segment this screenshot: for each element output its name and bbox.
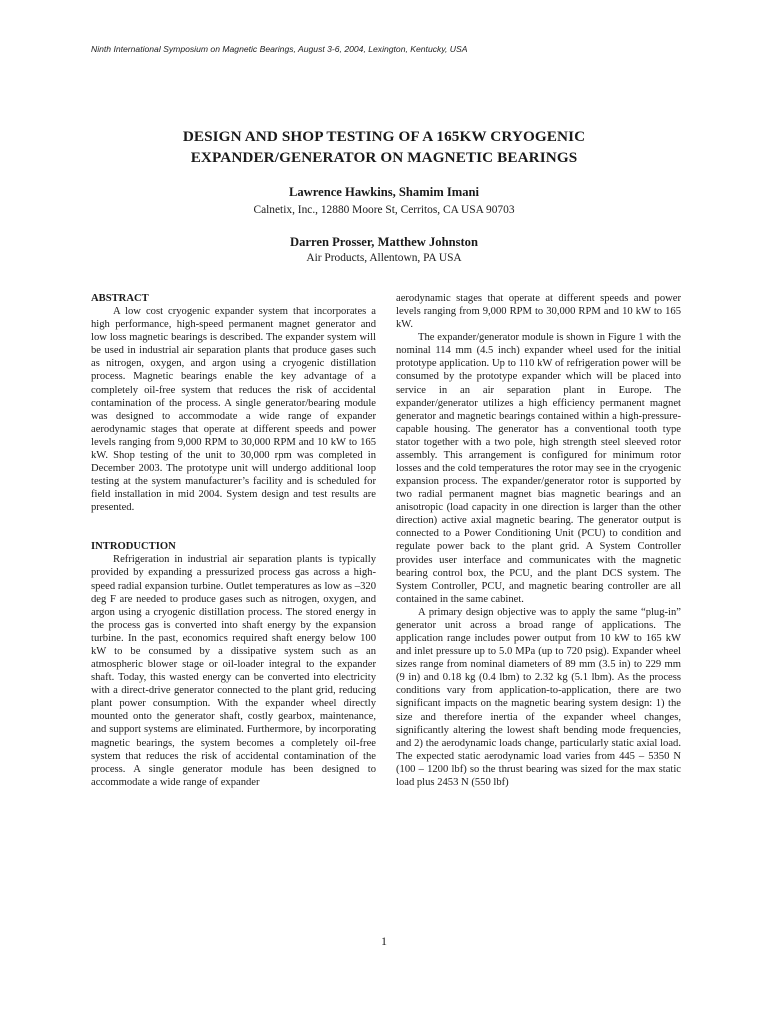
conference-header: Ninth International Symposium on Magnetic Bearings, August 3-6, 2004, Lexington, Kentucky, USA xyxy=(91,44,468,54)
paper-title xyxy=(60,126,708,168)
left-column xyxy=(91,292,376,789)
title-line-1: DESIGN AND SHOP TESTING OF A 165KW CRYOGENIC xyxy=(182,128,586,145)
title-line-2: EXPANDER/GENERATOR ON MAGNETIC BEARINGS xyxy=(190,149,578,166)
abstract-text: A low cost cryogenic expander system that incorporates a high performance, high-speed permanent magnet generator and low loss magnetic bearings is described. The expander system will be used in industrial air separation plants that produce gases such as nitrogen, oxygen, and argon using a cryogenic distillation process. Magnetic bearings enable the key advantage of a completely oil-free system that reduces the risk of accidental contamination of the process. A single generator/bearing module was designed to accommodate a wide range of expander aerodynamic stages that operate at different speeds and power levels ranging from 9,000 RPM to 30,000 RPM and 10 kW to 165 kW. Shop testing of the unit to 30,000 rpm was completed in December 2003. The prototype unit will undergo additional loop testing at the system manufacturer’s facility and is scheduled for field installation in mid 2004. System design and test results are presented. xyxy=(91,306,376,514)
author-affiliation-1: Calnetix, Inc., 12880 Moore St, Cerritos, CA USA 90703 xyxy=(253,204,515,216)
abstract-heading: ABSTRACT xyxy=(91,293,149,304)
design-objective-paragraph: A primary design objective was to apply the same “plug-in” generator unit across a broad range of applications. The application range includes power output from 10 kW to 165 kW and inlet pressure up to 5.0 MPa (up to 720 psig). Expander wheel sizes range from nominal diameters of 89 mm (3.5 in) to 229 mm (9 in) and 0.18 kg (0.4 lbm) to 2.32 kg (5.1 lbm). As the process conditions vary from application-to-application, there are two significant impacts on the magnetic bearing system design: 1) the size and therefore inertia of the expander wheel changes, significantly altering the lowest shaft bending mode frequencies, and 2) the aerodynamic loads change, particularly static axial load. The expected static aerodynamic load varies from 445 – 5350 N (100 – 1200 lbf) so the thrust bearing was sized for the max static load plus 2453 N (550 lbf) xyxy=(396,606,681,788)
right-column xyxy=(396,292,681,789)
author-names-1: Lawrence Hawkins, Shamim Imani xyxy=(288,185,480,199)
author-names-2: Darren Prosser, Matthew Johnston xyxy=(290,235,478,249)
page-number: 1 xyxy=(381,934,387,948)
author-affiliation-2: Air Products, Allentown, PA USA xyxy=(306,252,462,264)
introduction-paragraph: Refrigeration in industrial air separation plants is typically provided by expanding a pressurized process gas across a high-speed radial expansion turbine. Outlet temperatures as low as –320 deg F are needed to produce gases such as nitrogen, oxygen, and argon using a cryogenic distillation process. The stored energy in the process gas is converted into shaft energy by the expansion turbine. In the past, economics required shaft energy below 100 kW to be consumed by a dissipative system such as an atmospheric blower stage or oil-loader integral to the expander shaft. Today, this wasted energy can be converted into electricity with a direct-drive generator connected to the plant grid, reducing plant power consumption. With the expander wheel directly mounted onto the generator shaft, costly gearbox, maintenance, and support systems are eliminated. Furthermore, by incorporating magnetic bearings, the system becomes a completely oil-free system that reduces the risk of accidental contamination of the process. A single generator module has been designed to accommodate a wide range of expander xyxy=(91,554,376,788)
introduction-heading: INTRODUCTION xyxy=(91,541,176,553)
introduction-continuation: aerodynamic stages that operate at different speeds and power levels ranging from 9,000 RPM to 30,000 RPM and 10 kW to 165 kW. xyxy=(396,293,681,331)
module-description-paragraph: The expander/generator module is shown in Figure 1 with the nominal 114 mm (4.5 inch) expander wheel used for the initial prototype application. Up to 110 kW of refrigeration power will be consumed by the prototype expander which will be placed into service in an air separation plant in Europe. The expander/generator utilizes a high efficiency permanent magnet generator and magnetic bearings contained within a high-pressure-capable housing. The generator has a conventional tooth type stator together with a two pole, high strength steel sleeved rotor assembly. This arrangement is configured for minimum rotor losses and the cold temperatures the rotor may see in the cryogenic expansion process. The expander/generator rotor is supported by two radial permanent magnet bias magnetic bearings and an anisotropic (load capacity in one direction is larger than the other direction) active axial magnetic bearing. The generator output is connected to a Power Conditioning Unit (PCU) to condition and regulate power back to the plant grid. A System Controller provides user interface and communicates with the magnetic bearing control box, the PCU, and the plant DCS system. The System Controller, PCU, and magnetic bearing controller are all contained in the same cabinet. xyxy=(396,332,681,605)
